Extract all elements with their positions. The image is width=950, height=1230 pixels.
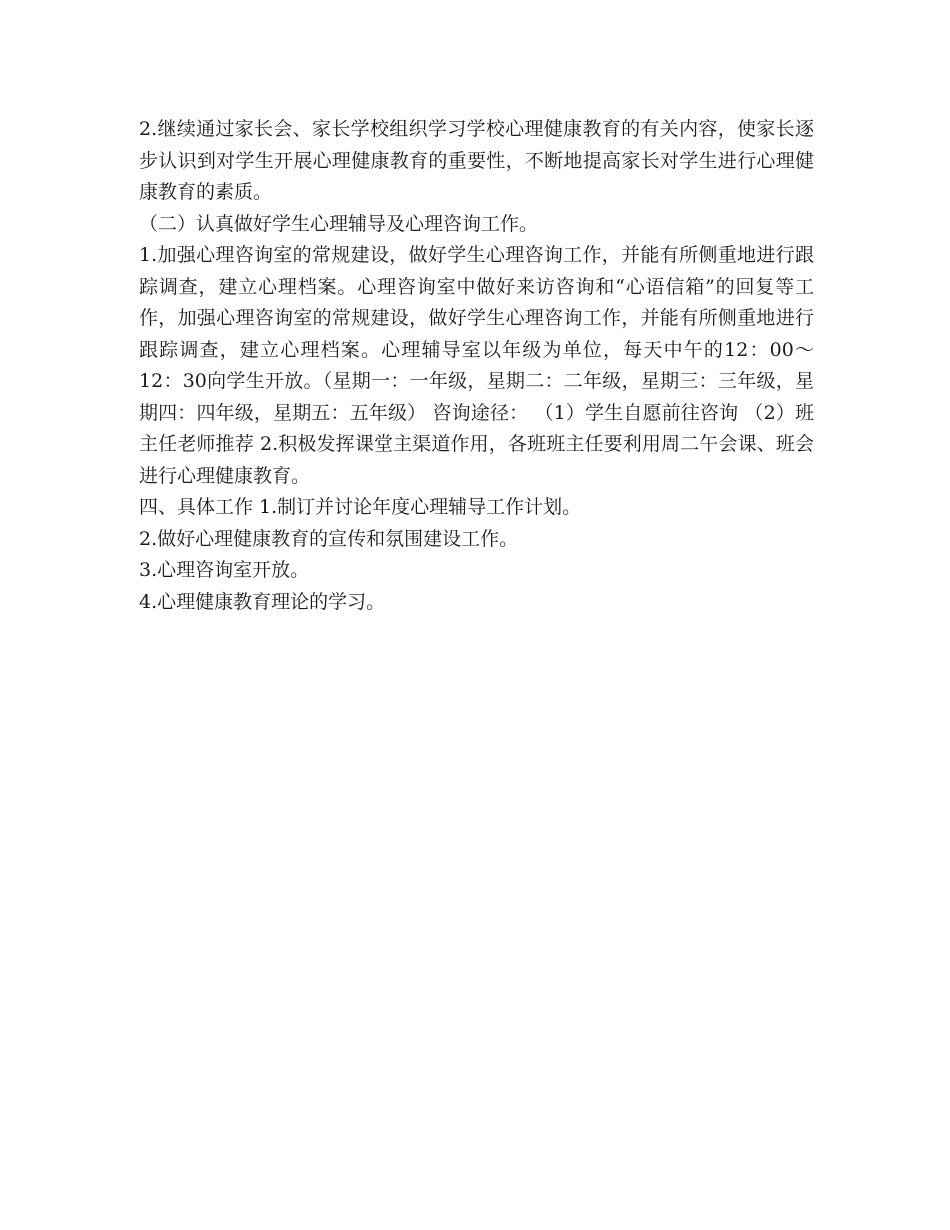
list-item-room-open: 3.心理咨询室开放。 — [139, 559, 310, 581]
paragraph-parent-education: 2.继续通过家长会、家长学校组织学习学校心理健康教育的有关内容，使家长逐步认识到对学生开展心理健康教育的重要性，不断地提高家长对学生进行心理健康教育的素质。 — [139, 118, 814, 203]
section-heading-counseling: （二）认真做好学生心理辅导及心理咨询工作。 — [139, 212, 539, 235]
list-item-publicity: 2.做好心理健康教育的宣传和氛围建设工作。 — [139, 527, 519, 550]
list-item-theory-study: 4.心理健康教育理论的学习。 — [139, 590, 386, 613]
section-heading-specific-work: 四、具体工作 1.制订并讨论年度心理辅导工作计划。 — [139, 496, 582, 518]
document-body — [139, 114, 814, 618]
paragraph-counseling-room: 1.加强心理咨询室的常规建设，做好学生心理咨询工作，并能有所侧重地进行跟踪调查，建立心理档案。心理咨询室中做好来访咨询和“心语信箱”的回复等工作，加强心理咨询室的常规建设，做好学生心理咨询工作，并能有所侧重地进行跟踪调查，建立心理档案。心理辅导室以年级为单位，每天中午的12：00～12：30向学生开放。（星期一：一年级，星期二：二年级，星期三：三年级，星期四：四年级，星期五：五年级） 咨询途径： （1）学生自愿前往咨询 （2）班主任老师推荐 2.积极发挥课堂主渠道作用，各班班主任要利用周二午会课、班会进行心理健康教育。 — [139, 244, 814, 487]
